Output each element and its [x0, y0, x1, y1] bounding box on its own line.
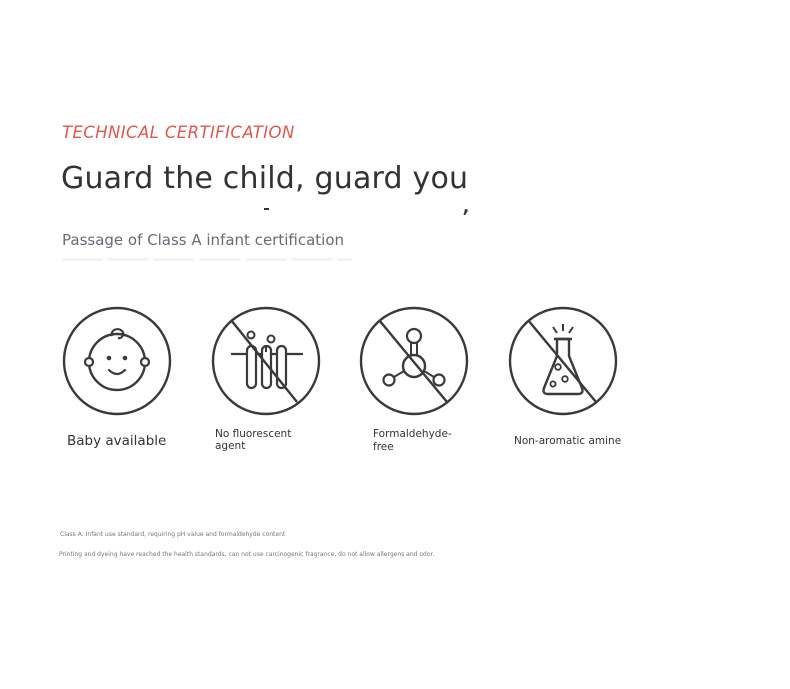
footnote-class-a: Class A: Infant use standard, requiring pH value and formaldehyde content [60, 531, 286, 538]
footnote-standards: Printing and dyeing have reached the health standards, can not use carcinogenic fragrance, do not allow allergens and odor. [59, 551, 435, 558]
section-tag: TECHNICAL CERTIFICATION [62, 123, 295, 142]
feature-formaldehyde-free [359, 306, 509, 453]
feature-no-fluorescent [211, 306, 361, 452]
title-decoration-dash [264, 208, 269, 210]
no-test-tubes-icon [211, 306, 321, 416]
no-flask-icon [508, 306, 618, 416]
page-title: Guard the child, guard you [61, 161, 469, 196]
feature-label: No fluorescent agent [215, 428, 292, 452]
title-decoration-comma: , [461, 190, 471, 218]
feature-label: Baby available [67, 433, 167, 449]
feature-non-aromatic-amine [508, 306, 658, 447]
no-molecule-icon [359, 306, 469, 416]
feature-baby-available [62, 306, 212, 449]
feature-label: Non-aromatic amine [514, 435, 622, 447]
baby-face-icon [62, 306, 172, 416]
subtitle-underline [62, 258, 352, 261]
page-subtitle: Passage of Class A infant certification [62, 231, 345, 249]
feature-label: Formaldehyde- free [373, 428, 452, 453]
